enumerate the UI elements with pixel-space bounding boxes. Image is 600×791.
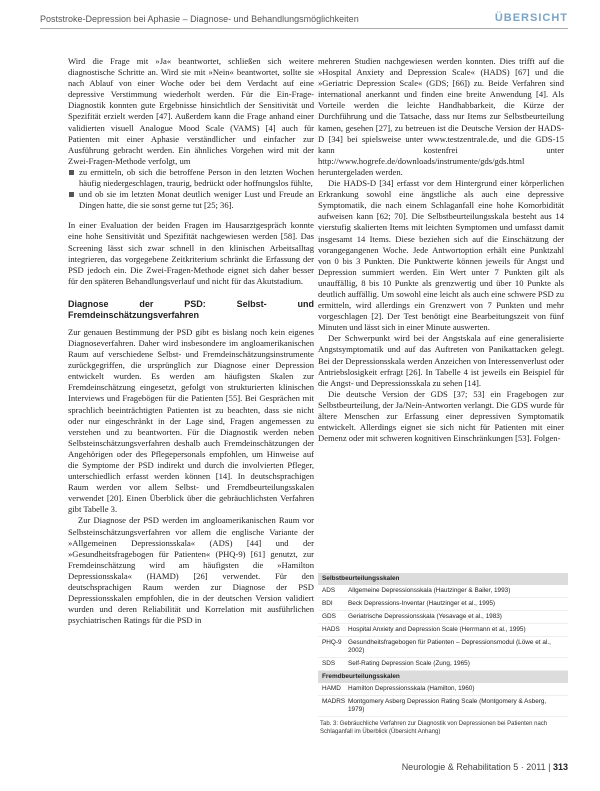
table-row	[318, 696, 568, 717]
paragraph: Der Schwerpunkt wird bei der Angstskala auf eine generalisierte Angstsymptomatik und auf das Auftreten von Panikattacken gelegt. Bei der Depressionsskala werden Anzeichen von Interessenverlust oder Antriebslosigkeit erfragt [26]. In Tabelle 4 ist jeweils ein Beispiel für die Angst- und Depressionsskala zu sehen [14].	[318, 333, 564, 388]
table-group-header: Fremdbeurteilungsskalen	[318, 671, 568, 683]
paragraph: In einer Evaluation der beiden Fragen im Hausarztgespräch konnte eine hohe Sensitivität und Spezifität nachgewiesen werden [58]. Das Screening lässt sich zwar schnell in den klinischen Arbeitsalltag integrieren, das vorgegebene Zeitkriterium schränkt die Erfassung der PSD jedoch ein. Die Zwei-Fragen-Methode eignet sich daher besser für den späteren Behandlungsverlauf und nicht für das Akutstadium.	[68, 220, 314, 286]
table-row	[318, 611, 568, 624]
page-number: 313	[552, 762, 568, 772]
section-label: ÜBERSICHT	[494, 12, 568, 24]
name-cell: Beck Depressions-Inventar (Hautzinger et al., 1995)	[348, 600, 496, 607]
abbr-cell: HAMD	[322, 685, 341, 692]
abbr-cell: HADS	[322, 626, 340, 633]
paragraph: Die deutsche Version der GDS [37; 53] ein Fragebogen zur Selbstbeurteilung, der Ja/Nein-Antworten verlangt. Die GDS wurde für ältere Menschen zur Erfassung einer depressiven Symptomatik entwickelt. Allerdings eignet sie sich nicht für Patienten mit einer Demenz oder mit schweren kognitiven Einschränkungen [53]. Folgen-	[318, 388, 564, 444]
name-cell: Gesundheitsfragebogen für Patienten – Depressionsmodul (Löwe et al., 2002)	[348, 639, 551, 654]
paragraph: mehreren Studien nachgewiesen werden konnten. Dies trifft auf die »Hospital Anxiety and Depression Scale« (HADS) [67] und die »Geriatric Depression Scale« (GDS; [66]) zu. Beide Verfahren sind international anerkannt und finden eine breite Anwendung [4]. Als Vorteile werden die leichte Handhabbarkeit, die Kürze der Durchführung und die Tatsache, dass nur Items zur Selbstbeurteilung kamen, gesehen [27], zu betreuen ist die Deutsche Version der HADS-D [34] bei spielsweise unter www.testzentrale.de, und die GDS-15 kann kostenfrei unter http://www.hogrefe.de/downloads/instrumente/gds/gds.html heruntergeladen werden.	[318, 56, 564, 177]
table-row	[318, 598, 568, 611]
abbr-cell: PHQ-9	[322, 639, 342, 646]
bullet-item: und ob sie im letzten Monat deutlich weniger Lust und Freude an Dingen hatte, die sie sonst gerne tut [25; 36].	[68, 189, 314, 211]
table-row	[318, 658, 568, 671]
section-heading: Diagnose der PSD: Selbst- und Fremdeinschätzungsverfahren	[68, 298, 314, 320]
column-left	[68, 56, 314, 626]
journal-name: Neurologie & Rehabilitation 5 · 2011 |	[401, 762, 551, 772]
name-cell: Montgomery Asberg Depression Rating Scale (Montgomery & Asberg, 1979)	[348, 698, 547, 713]
table-row	[318, 624, 568, 637]
paragraph: Die HADS-D [34] erfasst vor dem Hintergrund einer körperlichen Erkrankung sowohl eine ängstliche als auch eine depressive Symptomatik, die nach einem Schlaganfall eine hohe Komorbidität aufweisen kann [62; 70]. Die Selbstbeurteilungsskala besteht aus 14 vierstufig skalierten Items mit leichten Symptomen und umfasst damit insgesamt 14 Items. Diese beziehen sich auf die Einschätzung der vorangegangenen Woche. Jede Antwortoption erhält eine Punktzahl von 0 bis 3 Punkten. Die Punktwerte können jeweils für Angst und Depression summiert werden. Ein Wert unter 7 Punkten gilt als unauffällig, 8 bis 10 Punkte als grenzwertig und über 10 Punkte als deutlich auffällig. Um sowohl eine leicht als auch eine schwere PSD zu ermitteln, wird allerdings ein Grenzwert von 7 Punkten und mehr vorgeschlagen [2]. Der Test benötigt eine Bearbeitungszeit von fünf Minuten und lässt sich in einer Minute auswerten.	[318, 178, 564, 333]
table-row	[318, 585, 568, 598]
name-cell: Allgemeine Depressionsskala (Hautzinger & Bailer, 1993)	[348, 587, 511, 594]
abbr-cell: ADS	[322, 587, 336, 594]
table-row	[318, 683, 568, 696]
page-footer	[402, 762, 568, 772]
paragraph: Zur Diagnose der PSD werden im angloamerikanischen Raum vor Selbsteinschätzungsverfahren vor allem die englische Variante der »Allgemeinen Depressionsskala« (ADS) [44] und der »Gesundheitsfragebogen für Patienten« (PHQ-9) [61] genutzt, zur Fremdeinschätzung wird am häufigsten die »Hamilton Depressionsskala« (HAMD) [26] verwendet. Für den deutschsprachigen Raum werden zur Diagnose der PSD Depressionsskalen empfohlen, die in der deutschen Version validiert wurden und deren Reliabilität und Korrelation mit ausführlichen psychiatrischen Ratings für die PSD in	[68, 515, 314, 626]
paragraph: Wird die Frage mit »Ja« beantwortet, schließen sich weitere diagnostische Schritte an. Wird sie mit »Nein« beantwortet, sollte sie nach Ablauf von einer Woche oder bei dem Verdacht auf eine depressive Verstimmung wiederholt werden. Für die Ein-Frage-Diagnostik konnten gute Ergebnisse hinsichtlich der Sensitivität und Spezifität erzielt werden [47]. Außerdem kann die Frage anhand einer validierten visuell Analogue Mood Scale (VAMS) [4] auch für Patienten mit einer Aphasie verständlicher und einfacher zur Ausführung gebracht werden. Ein ähnliches Vorgehen wird mit der Zwei-Fragen-Methode verfolgt, um	[68, 56, 314, 166]
table-row	[318, 637, 568, 658]
table-3	[318, 573, 568, 736]
abbr-cell: SDS	[322, 660, 336, 667]
name-cell: Self-Rating Depression Scale (Zung, 1965)	[348, 660, 470, 667]
name-cell: Geriatrische Depressionsskala (Yesavage et al., 1983)	[348, 613, 502, 620]
bullet-item: zu ermitteln, ob sich die betroffene Person in den letzten Wochen häufig niedergeschlagen, traurig, bedrückt oder hoffnungslos fühlte,	[68, 167, 314, 189]
column-right	[318, 56, 564, 444]
table-group-header: Selbstbeurteilungsskalen	[318, 573, 568, 585]
paragraph: Zur genauen Bestimmung der PSD gibt es bislang noch kein eigenes Diagnoseverfahren. Daher wird insbesondere im angloamerikanischen Raum auf verschiedene Selbst- und Fremdeinschätzungsinstrumente zurückgegriffen, die ursprünglich zur Diagnose einer Depression entwickelt wurden. Es werden am häufigsten Skalen zur Fremdeinschätzung eingesetzt, gefolgt von strukturierten klinischen Interviews und Fragebögen für die Patienten [55]. Bei Gesprächen mit sprachlich beeinträchtigten Patienten ist zu beachten, dass sie nicht oder nur eingeschränkt in der Lage sind, Fragen angemessen zu verstehen und zu beantworten. Für die Diagnostik werden neben Selbsteinschätzungsverfahren deshalb auch Fremdeinschätzungen der Angehörigen oder des Pflegepersonals empfohlen, um Hinweise auf die Symptome der PSD indirekt und durch die involvierten Pfleger, unterschiedlich erfasst werden können [14]. In deutschsprachigen Raum werden vor allem Selbst- und Fremdbeurteilungsskalen verwendet [20]. Einen Überblick über die gebräuchlichsten Verfahren gibt Tabelle 3.	[68, 326, 314, 515]
abbr-cell: MADRS	[322, 698, 346, 705]
abbr-cell: GDS	[322, 613, 336, 620]
running-title: Poststroke-Depression bei Aphasie – Diagnose- und Behandlungsmöglichkeiten	[40, 14, 359, 24]
name-cell: Hamilton Depressionsskala (Hamilton, 1960)	[348, 685, 475, 692]
bullet-list	[68, 167, 314, 211]
table-caption: Tab. 3: Gebräuchliche Verfahren zur Diagnostik von Depressionen bei Patienten nach Schlaganfall im Überblick (Übersicht Anhang)	[320, 721, 548, 735]
abbr-cell: BDI	[322, 600, 333, 607]
running-header	[40, 12, 568, 29]
name-cell: Hospital Anxiety and Depression Scale (Herrmann et al., 1995)	[348, 626, 526, 633]
